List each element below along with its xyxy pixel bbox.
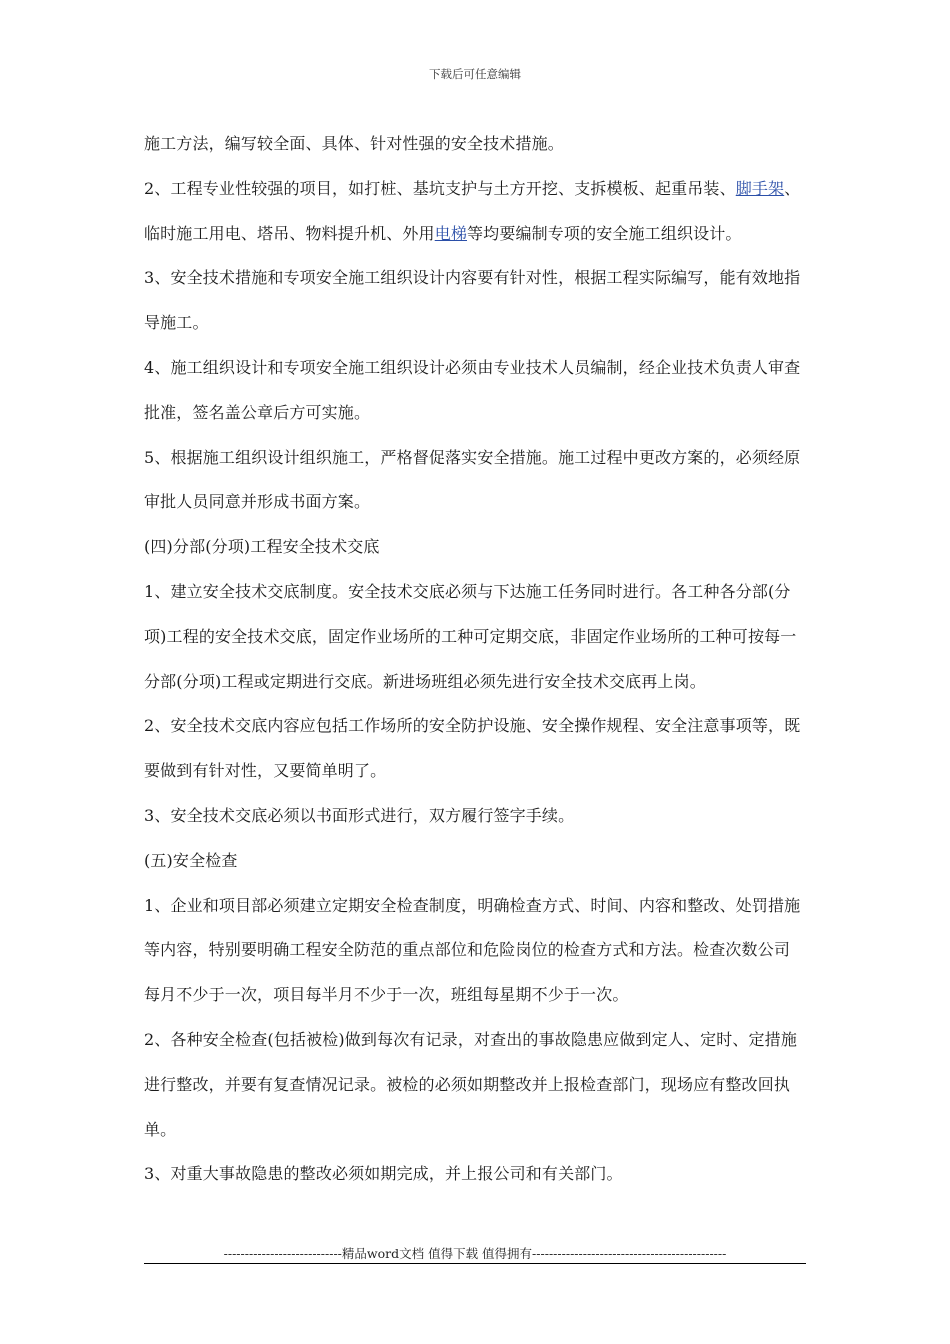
paragraph-text: 、临时施工用电、塔吊、物料提升机、外用 [144,178,801,243]
footer-rule [144,1263,806,1264]
paragraph-text: 2、工程专业性较强的项目，如打桩、基坑支护与土方开挖、支拆模板、起重吊装、 [144,178,736,198]
page-header: 下载后可任意编辑 [429,67,521,81]
document-body [144,122,806,1197]
paragraph: 5、根据施工组织设计组织施工，严格督促落实安全措施。施工过程中更改方案的，必须经原审批人员同意并形成书面方案。 [144,447,801,512]
paragraph: 施工方法，编写较全面、具体、针对性强的安全技术措施。 [144,134,564,153]
section-heading: (四)分部(分项)工程安全技术交底 [144,537,380,557]
section-heading: (五)安全检查 [144,850,238,870]
paragraph: 3、对重大事故隐患的整改必须如期完成，并上报公司和有关部门。 [144,1164,623,1184]
paragraph: 1、建立安全技术交底制度。安全技术交底必须与下达施工任务同时进行。各工种各分部(分项)工程的安全技术交底，固定作业场所的工种可定期交底，非固定作业场所的工种可按每一分部(分项)工程或定期进行交底。新进场班组必须先进行安全技术交底再上岗。 [144,581,797,691]
paragraph: 1、企业和项目部必须建立定期安全检查制度，明确检查方式、时间、内容和整改、处罚措施等内容，特别要明确工程安全防范的重点部位和危险岗位的检查方式和方法。检查次数公司每月不少于一次，项目每半月不少于一次，班组每星期不少于一次。 [144,895,801,1005]
paragraph: 4、施工组织设计和专项安全施工组织设计必须由专业技术人员编制，经企业技术负责人审查批准，签名盖公章后方可实施。 [144,357,801,422]
paragraph-text: 等均要编制专项的安全施工组织设计。 [467,223,742,243]
paragraph: 3、安全技术交底必须以书面形式进行，双方履行签字手续。 [144,805,575,825]
elevator-link[interactable]: 电梯 [434,223,468,243]
paragraph: 2、安全技术交底内容应包括工作场所的安全防护设施、安全操作规程、安全注意事项等，既要做到有针对性，又要简单明了。 [144,716,801,781]
page-footer: ----------------------------精品word文档 值得下载 值得拥有---------------------------------------------- [223,1246,727,1261]
paragraph [144,167,806,257]
paragraph: 3、安全技术措施和专项安全施工组织设计内容要有针对性，根据工程实际编写，能有效地指导施工。 [144,268,801,333]
paragraph: 2、各种安全检查(包括被检)做到每次有记录，对查出的事故隐患应做到定人、定时、定措施进行整改，并要有复查情况记录。被检的必须如期整改并上报检查部门，现场应有整改回执单。 [144,1029,797,1139]
scaffold-link[interactable]: 脚手架 [735,178,785,198]
